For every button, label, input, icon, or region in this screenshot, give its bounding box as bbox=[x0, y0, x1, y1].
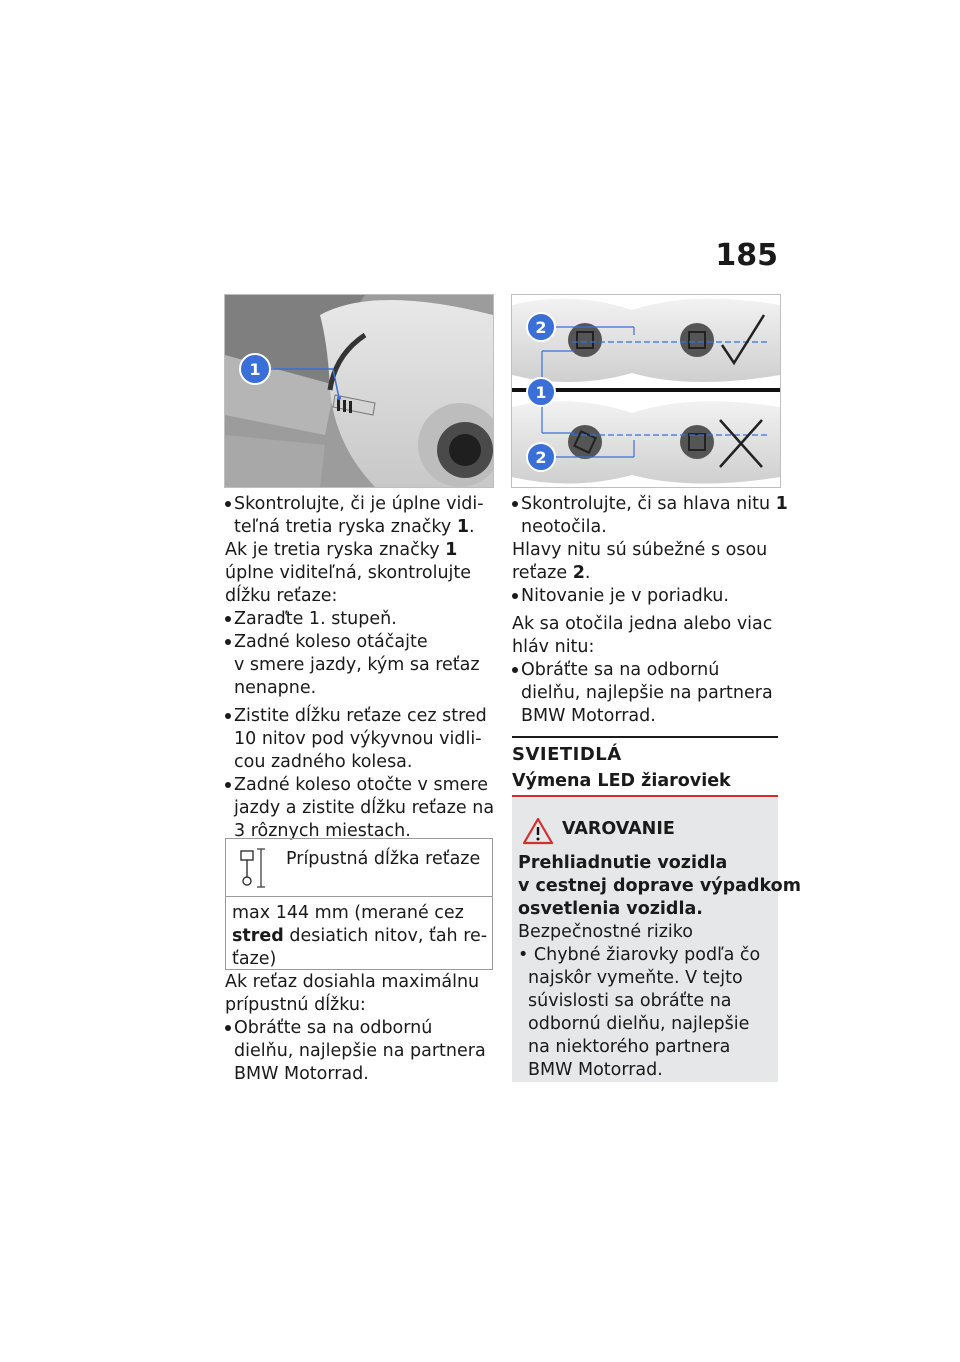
bullet-rotate-wheel: Zadné koleso otáčajte bbox=[234, 632, 428, 652]
warning-text: osvetlenia vozidla. bbox=[518, 899, 703, 919]
spec-value: stred desiatich nitov, ťah re- bbox=[232, 926, 488, 946]
callout-1-mid: 1 bbox=[535, 383, 547, 402]
warning-text: v cestnej doprave výpadkom bbox=[518, 876, 801, 896]
callout-2-bottom: 2 bbox=[535, 448, 547, 467]
text-line: v smere jazdy, kým sa reťaz bbox=[234, 655, 480, 675]
warning-text: BMW Motorrad. bbox=[528, 1060, 663, 1080]
text-line: Ak je tretia ryska značky 1 bbox=[225, 540, 458, 560]
warning-text: • Chybné žiarovky podľa čo bbox=[518, 945, 761, 965]
section-divider bbox=[512, 736, 778, 738]
subsection-heading: Výmena LED žiaroviek bbox=[512, 771, 731, 791]
warning-text: na niektorého partnera bbox=[528, 1037, 731, 1057]
spec-box bbox=[225, 838, 493, 970]
bullet-gear: Zaraďte 1. stupeň. bbox=[234, 609, 397, 629]
bullet-ok: Nitovanie je v poriadku. bbox=[521, 586, 729, 606]
section-heading: SVIETIDLÁ bbox=[512, 744, 622, 765]
text-line: dĺžku reťaze: bbox=[225, 586, 338, 606]
text-line: Hlavy nitu sú súbežné s osou bbox=[512, 540, 768, 560]
text-line: Ak sa otočila jedna alebo viac bbox=[512, 614, 773, 634]
text-line: jazdy a zistite dĺžku reťaze na bbox=[234, 798, 495, 818]
text-line: prípustnú dĺžku: bbox=[225, 995, 366, 1015]
text-line: 3 rôznych miestach. bbox=[234, 821, 411, 841]
text-line: BMW Motorrad. bbox=[234, 1064, 369, 1084]
warning-text: Prehliadnutie vozidla bbox=[518, 853, 728, 873]
text-line: Ak reťaz dosiahla maximálnu bbox=[225, 972, 480, 992]
bullet-workshop: Obráťte sa na odbornú bbox=[234, 1018, 433, 1038]
text-line: BMW Motorrad. bbox=[521, 706, 656, 726]
spec-value: ťaze) bbox=[232, 949, 277, 969]
text-line: dielňu, najlepšie na partnera bbox=[521, 683, 773, 703]
text-line: reťaze 2. bbox=[512, 563, 591, 583]
callout-2-top: 2 bbox=[535, 318, 547, 337]
warning-text: odbornú dielňu, najlepšie bbox=[528, 1014, 750, 1034]
spec-value: max 144 mm (merané cez bbox=[232, 903, 464, 923]
text-line: dielňu, najlepšie na partnera bbox=[234, 1041, 486, 1061]
warning-text: najskôr vymeňte. V tejto bbox=[528, 968, 743, 988]
warning-text: súvislosti sa obráťte na bbox=[528, 991, 732, 1011]
warning-triangle-icon bbox=[522, 817, 554, 845]
chain-mark-photo bbox=[224, 294, 494, 488]
rivet-diagram bbox=[512, 295, 780, 487]
bullet-check-mark: Skontrolujte, či je úplne vidi- bbox=[234, 494, 484, 514]
bullet-rivet-check: Skontrolujte, či sa hlava nitu 1 bbox=[521, 494, 788, 514]
spec-title: Prípustná dĺžka reťaze bbox=[286, 849, 481, 869]
callout-1: 1 bbox=[249, 360, 261, 379]
bullet-workshop: Obráťte sa na odbornú bbox=[521, 660, 720, 680]
text-line: cou zadného kolesa. bbox=[234, 752, 413, 772]
rivet-head-illustration bbox=[511, 294, 781, 488]
bullet-repeat: Zadné koleso otočte v smere bbox=[234, 775, 488, 795]
chain-length-gauge-icon bbox=[238, 847, 266, 889]
text-line: 10 nitov pod výkyvnou vidli- bbox=[234, 729, 482, 749]
warning-box bbox=[512, 797, 801, 1082]
page-number: 185 bbox=[715, 238, 778, 273]
warning-text: Bezpečnostné riziko bbox=[518, 922, 693, 942]
bullet-measure: Zistite dĺžku reťaze cez stred bbox=[234, 706, 487, 726]
text-line: hláv nitu: bbox=[512, 637, 595, 657]
text-line: teľná tretia ryska značky 1. bbox=[234, 517, 475, 537]
text-line: nenapne. bbox=[234, 678, 317, 698]
text-line: neotočila. bbox=[521, 517, 607, 537]
text-line: úplne viditeľná, skontrolujte bbox=[225, 563, 472, 583]
chain-mark-illustration bbox=[225, 295, 493, 487]
warning-title: VAROVANIE bbox=[562, 819, 675, 839]
